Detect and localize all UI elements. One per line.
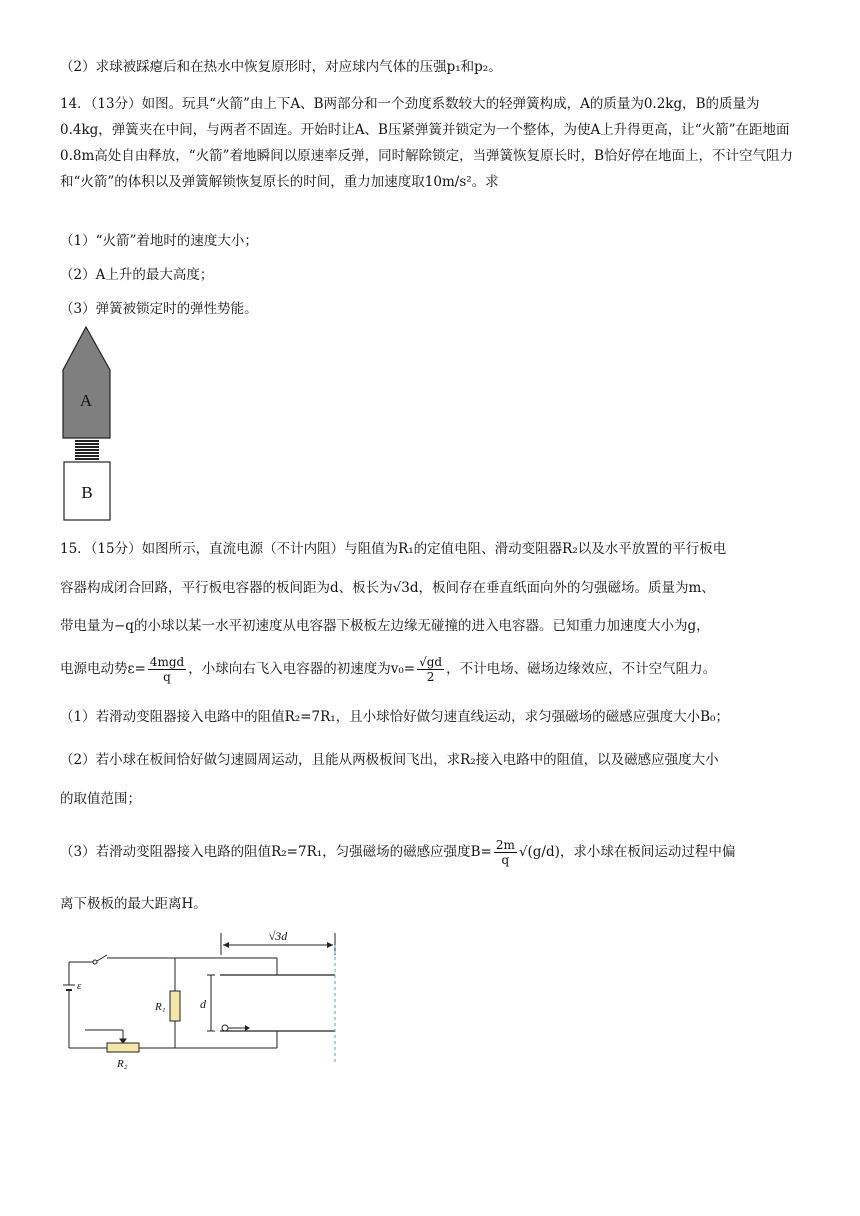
b-root: √(g/d) xyxy=(518,844,560,860)
q15-line3: 带电量为−q的小球以某一水平初速度从电容器下极板左边缘无碰撞的进入电容器。已知重力加速度大小为g， xyxy=(60,618,710,634)
len-label: √3d xyxy=(268,929,288,943)
q15-sub2a: （2）若小球在板间恰好做匀速圆周运动，且能从两极板间飞出，求R₂接入电路中的阻值，以及磁感应强度大小 xyxy=(60,752,719,768)
rocket-figure xyxy=(58,325,118,525)
emf-label: 电源电动势ε= xyxy=(60,661,146,677)
q15-sub3 xyxy=(60,838,805,867)
emf-denominator: q xyxy=(163,670,171,684)
q15-sub3c: 离下极板的最大距离H。 xyxy=(60,896,207,912)
v0-label: ，小球向右飞入电容器的初速度为v₀= xyxy=(188,661,416,677)
q15-sub2b: 的取值范围； xyxy=(60,791,141,807)
sub3-text-a: （3）若滑动变阻器接入电路的阻值R₂=7R₁，匀强磁场的磁感应强度B= xyxy=(60,844,492,860)
q14-sub3: （3）弹簧被锁定时的弹性势能。 xyxy=(60,301,258,317)
q15-sub1: （1）若滑动变阻器接入电路中的阻值R₂=7R₁，且小球恰好做匀速直线运动，求匀强磁场的磁感应强度大小B₀； xyxy=(60,709,729,725)
resistor-r1 xyxy=(170,991,180,1021)
emf-numerator: 4mgd xyxy=(149,655,185,669)
q14-sub1: （1）“火箭”着地时的速度大小； xyxy=(60,233,258,249)
label-a: A xyxy=(79,391,93,410)
emf-symbol: ε xyxy=(77,980,82,992)
v0-numerator: √gd xyxy=(419,655,443,669)
q15-line4 xyxy=(60,655,805,684)
b-denominator: q xyxy=(501,853,510,867)
v0-denominator: 2 xyxy=(426,670,435,684)
resistor-r2 xyxy=(107,1043,139,1052)
q14-stem: 14．（13分）如图。玩具“火箭”由上下A、B两部分和一个劲度系数较大的轻弹簧构成，A的质量为0.2kg，B的质量为0.4kg，弹簧夹在中间，与两者不固连。开始时让A、B压紧弹簧并锁定为一个整体，为使A上升得更高，让“火箭”在距地面0.8m高处自由释放，“火箭”着地瞬间以原速率反弹，同时解除锁定，当弹簧恢复原长时，B恰好停在地面上，不计空气阻力和“火箭”的体积以及弹簧解锁恢复原长的时间，重力加速度取10m/s²。求 xyxy=(60,96,793,190)
r2-label: R₂ xyxy=(117,1058,128,1070)
line4-tail: ，不计电场、磁场边缘效应，不计空气阻力。 xyxy=(446,661,717,677)
rocket-part-a xyxy=(63,327,110,438)
emf-fraction xyxy=(148,655,186,684)
b-fraction xyxy=(494,838,517,867)
spring-coils xyxy=(75,441,99,459)
v0-fraction xyxy=(417,655,444,684)
b-numerator: 2m xyxy=(495,838,515,852)
circuit-figure xyxy=(55,925,355,1075)
r1-label: R₁ xyxy=(155,1001,166,1013)
q14-sub2: （2）A上升的最大高度； xyxy=(60,267,214,283)
label-b: B xyxy=(81,483,93,502)
q15-line1: 15．（15分）如图所示，直流电源（不计内阻）与阻值为R₁的定值电阻、滑动变阻器R₂以及水平放置的平行板电 xyxy=(60,541,727,557)
q13-part2: （2）求球被踩瘪后和在热水中恢复原形时，对应球内气体的压强p₁和p₂。 xyxy=(60,59,502,75)
sub3-text-b: ，求小球在板间运动过程中偏 xyxy=(559,844,736,860)
q15-line2: 容器构成闭合回路，平行板电容器的板间距为d、板长为√3d，板间存在垂直纸面向外的匀强磁场。质量为m、 xyxy=(60,580,715,596)
d-label: d xyxy=(200,997,206,1011)
